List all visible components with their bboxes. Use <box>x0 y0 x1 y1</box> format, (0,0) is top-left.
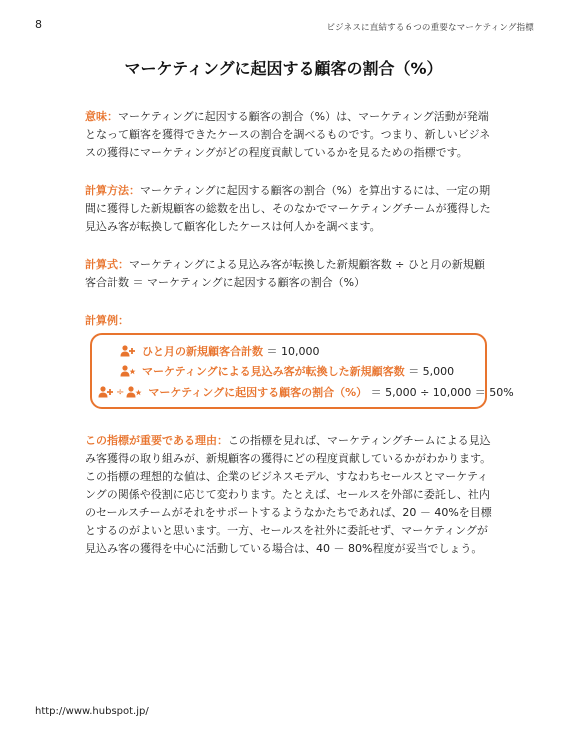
example-row-total-name: ひと月の新規顧客合計数 <box>142 345 263 358</box>
method-label: 計算方法： <box>85 184 140 197</box>
example-row-marketing-name: マーケティングによる見込み客が転換した新規顧客数 <box>142 365 405 378</box>
example-row-ratio <box>98 384 514 400</box>
importance-label: この指標が重要である理由： <box>85 434 228 447</box>
person-plus-icon <box>120 345 136 357</box>
example-label: 計算例： <box>85 314 129 327</box>
footer-url-link[interactable]: http://www.hubspot.jp/ <box>35 706 149 717</box>
example-row-ratio-value: ＝ 5,000 ÷ 10,000 ＝ 50% <box>370 386 514 399</box>
importance-text: この指標を見れば、マーケティングチームによる見込み客獲得の取り組みが、新規顧客の獲得にどの程度貢献しているかがわかります。この指標の理想的な値は、企業のビジネスモデル、すなわちセールスとマーケティングの関係や役割に応じて変わります。たとえば、セールスを外部に委託し、社内のセールスチームがそれをサポートするようなかたちであれば、20 － 40%を目標とするのがよいと思います。一方、セールスを社外に委託せず、マーケティングが見込み客の獲得を中心に活動している場合は、40 － 80%程度が妥当でしょう。 <box>85 434 492 555</box>
formula-label: 計算式： <box>85 258 129 271</box>
example-row-ratio-name: マーケティングに起因する顧客の割合（%） <box>148 386 368 399</box>
formula-text: マーケティングによる見込み客が転換した新規顧客数 ÷ ひと月の新規顧客合計数 ＝ マーケティングに起因する顧客の割合（%） <box>85 258 485 289</box>
method-text: マーケティングに起因する顧客の割合（%）を算出するには、一定の期間に獲得した新規顧客の総数を出し、そのなかでマーケティングチームが獲得した見込み客が転換して顧客化したケースは何人かを調べます。 <box>85 184 491 233</box>
example-row-marketing-value: ＝ 5,000 <box>408 365 455 378</box>
importance-paragraph <box>85 432 493 558</box>
example-row-marketing <box>120 363 454 379</box>
meaning-text: マーケティングに起因する顧客の割合（%）は、マーケティング活動が発端となって顧客を獲得できたケースの割合を調べるものです。つまり、新しいビジネスの獲得にマーケティングがどの程度貢献しているかを見るための指標です。 <box>85 110 491 159</box>
person-plus-icon <box>98 386 114 398</box>
meaning-label: 意味： <box>85 110 118 123</box>
formula-paragraph <box>85 256 493 292</box>
running-header-title: ビジネスに直結する６つの重要なマーケティング指標 <box>326 23 534 33</box>
example-row-total <box>120 343 320 359</box>
meaning-paragraph <box>85 108 493 162</box>
page-number: 8 <box>35 18 42 31</box>
method-paragraph <box>85 182 493 236</box>
page-title: マーケティングに起因する顧客の割合（%） <box>124 59 443 78</box>
person-star-icon <box>126 386 142 398</box>
divide-symbol: ÷ <box>116 386 125 398</box>
example-row-total-value: ＝ 10,000 <box>266 345 320 358</box>
person-star-icon <box>120 365 136 377</box>
